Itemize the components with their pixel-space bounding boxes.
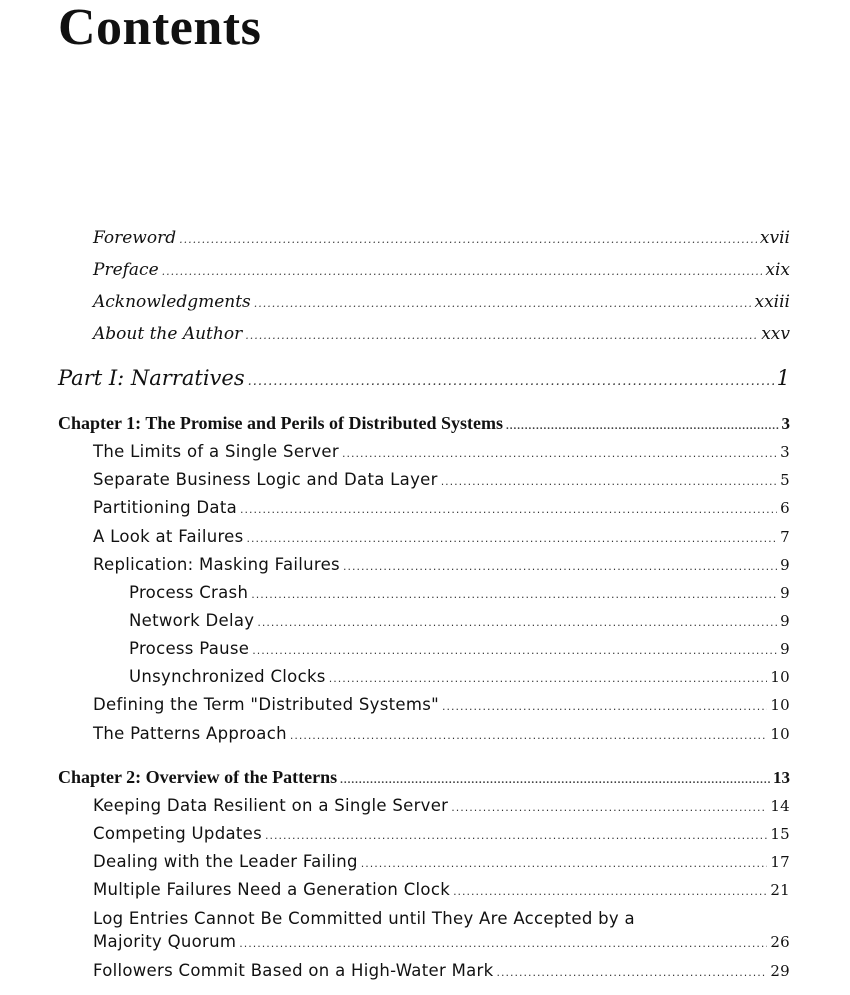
entry-page: 9 xyxy=(780,640,790,658)
toc-subentry[interactable] xyxy=(129,667,790,686)
dot-leader xyxy=(265,829,767,842)
dot-leader xyxy=(290,729,767,742)
dot-leader xyxy=(361,857,768,870)
entry-page: 9 xyxy=(780,612,790,630)
entry-label: About the Author xyxy=(93,324,243,344)
entry-page: 17 xyxy=(770,853,790,871)
entry-label: Separate Business Logic and Data Layer xyxy=(93,470,438,489)
entry-label: Process Crash xyxy=(129,583,249,602)
dot-leader xyxy=(239,937,767,950)
toc-subentry[interactable] xyxy=(129,611,790,630)
toc-entry-first-line[interactable]: Log Entries Cannot Be Committed until They Are Accepted by a xyxy=(93,909,635,928)
dot-leader xyxy=(442,700,767,713)
dot-leader xyxy=(329,672,768,685)
entry-page: 26 xyxy=(770,933,790,951)
toc-part-1[interactable] xyxy=(58,366,790,390)
toc-chapter-2[interactable] xyxy=(58,767,790,788)
toc-entry-foreword[interactable] xyxy=(93,228,790,248)
entry-label: Network Delay xyxy=(129,611,255,630)
dot-leader xyxy=(453,885,767,898)
dot-leader xyxy=(247,532,778,545)
chapter-page: 13 xyxy=(773,768,790,787)
entry-label: Followers Commit Based on a High-Water Mark xyxy=(93,961,494,980)
entry-label: The Limits of a Single Server xyxy=(93,442,339,461)
toc-entry[interactable] xyxy=(93,932,790,951)
entry-page: 9 xyxy=(780,584,790,602)
dot-leader xyxy=(179,233,757,246)
dot-leader xyxy=(257,616,777,629)
entry-label: Majority Quorum xyxy=(93,932,237,951)
entry-label: Multiple Failures Need a Generation Clock xyxy=(93,880,451,899)
entry-label: Process Pause xyxy=(129,639,250,658)
chapter-label: Chapter 1: The Promise and Perils of Distributed Systems xyxy=(58,413,503,433)
entry-label: Dealing with the Leader Failing xyxy=(93,852,358,871)
dot-leader xyxy=(240,503,777,516)
entry-label: Acknowledgments xyxy=(93,292,251,312)
toc-chapter-1[interactable] xyxy=(58,413,790,434)
toc-entry[interactable] xyxy=(93,442,790,461)
entry-page: 14 xyxy=(770,797,790,815)
dot-leader xyxy=(342,447,777,460)
entry-page: 29 xyxy=(770,962,790,980)
entry-page: 3 xyxy=(780,443,790,461)
toc-entry-about-author[interactable] xyxy=(93,324,790,344)
entry-page: 10 xyxy=(770,725,790,743)
toc-entry-preface[interactable] xyxy=(93,260,790,280)
entry-label: Partitioning Data xyxy=(93,498,238,517)
chapter-page: 3 xyxy=(781,414,790,433)
entry-page: 7 xyxy=(780,528,790,546)
dot-leader xyxy=(451,801,767,814)
entry-page: 10 xyxy=(770,668,790,686)
entry-page: 10 xyxy=(770,696,790,714)
entry-label: Keeping Data Resilient on a Single Server xyxy=(93,796,449,815)
toc-subentry[interactable] xyxy=(129,639,790,658)
entry-page: xxiii xyxy=(754,292,790,312)
entry-page: 5 xyxy=(780,471,790,489)
dot-leader xyxy=(506,420,779,432)
dot-leader xyxy=(252,644,777,657)
dot-leader xyxy=(245,329,758,342)
toc-entry[interactable] xyxy=(93,527,790,546)
dot-leader xyxy=(251,588,777,601)
toc-entry[interactable] xyxy=(93,498,790,517)
entry-label: A Look at Failures xyxy=(93,527,244,546)
toc-entry[interactable] xyxy=(93,470,790,489)
entry-label: The Patterns Approach xyxy=(93,724,287,743)
dot-leader xyxy=(343,560,777,573)
dot-leader xyxy=(441,475,777,488)
toc-entry[interactable] xyxy=(93,961,790,980)
entry-label: Unsynchronized Clocks xyxy=(129,667,326,686)
entry-label: Preface xyxy=(93,260,159,280)
toc-entry[interactable] xyxy=(93,724,790,743)
page-title: Contents xyxy=(58,0,262,56)
toc-subentry[interactable] xyxy=(129,583,790,602)
toc-entry[interactable] xyxy=(93,852,790,871)
entry-label: Foreword xyxy=(93,228,177,248)
dot-leader xyxy=(496,966,767,979)
dot-leader xyxy=(254,297,752,310)
dot-leader xyxy=(248,374,774,389)
entry-page: 15 xyxy=(770,825,790,843)
entry-label: Defining the Term "Distributed Systems" xyxy=(93,695,440,714)
entry-page: 9 xyxy=(780,556,790,574)
entry-page: xxv xyxy=(761,324,790,344)
toc-entry[interactable] xyxy=(93,555,790,574)
part-page: 1 xyxy=(776,366,790,390)
toc-entry[interactable] xyxy=(93,880,790,899)
toc-entry-acknowledgments[interactable] xyxy=(93,292,790,312)
entry-label: Replication: Masking Failures xyxy=(93,555,340,574)
dot-leader xyxy=(340,774,770,786)
toc-entry[interactable] xyxy=(93,824,790,843)
entry-page: xvii xyxy=(759,228,790,248)
entry-page: 21 xyxy=(770,881,790,899)
entry-page: xix xyxy=(765,260,790,280)
toc-entry[interactable] xyxy=(93,796,790,815)
entry-label: Competing Updates xyxy=(93,824,262,843)
dot-leader xyxy=(162,265,763,278)
toc-entry[interactable] xyxy=(93,695,790,714)
entry-page: 6 xyxy=(780,499,790,517)
part-label: Part I: Narratives xyxy=(58,366,245,390)
chapter-label: Chapter 2: Overview of the Patterns xyxy=(58,767,338,787)
